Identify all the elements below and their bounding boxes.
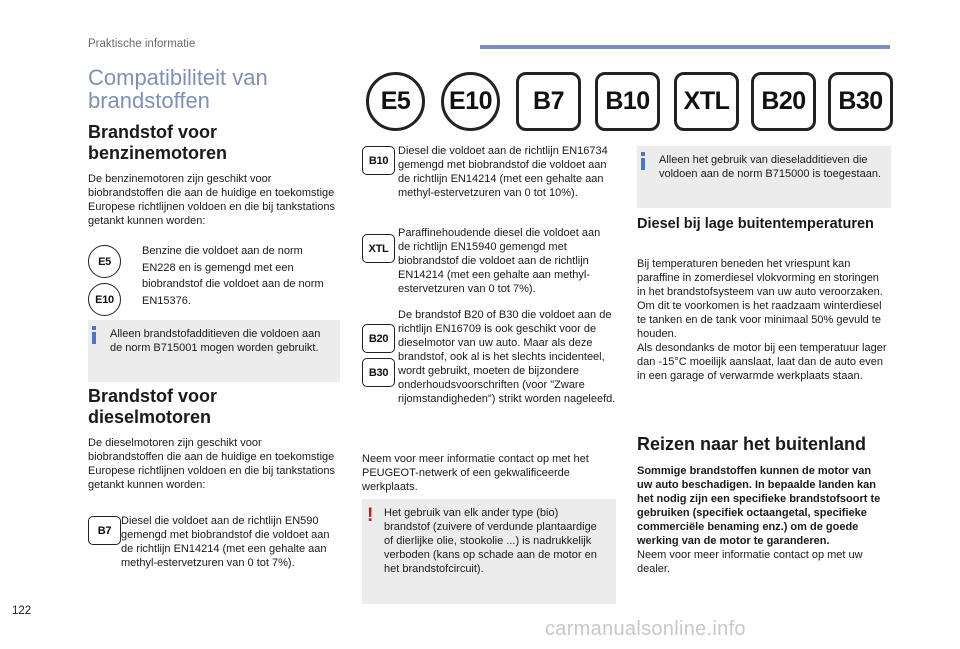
page-title: Compatibiliteit van brandstoffen	[88, 65, 268, 113]
badge-e5-small-icon: E5	[88, 245, 121, 278]
diesel-additive-text: Alleen het gebruik van dieseladditieven die voldoen aan de norm B715000 is toegestaan.	[659, 154, 881, 180]
xtl-description: Paraffinehoudende diesel die voldoet aan de richtlijn EN15940 gemengd met biobrandstof die voldoet aan de richtlijn EN14214 (met een gehalte aan methyl-estervetzuren van 0 tot 7%).	[398, 227, 601, 295]
b10-description: Diesel die voldoet aan de richtlijn EN16734 gemengd met biobrandstof die voldoet aan de richtlijn EN14214 (met een gehalte aan methyl-estervetzuren van 0 tot 10%).	[398, 145, 608, 199]
badge-b30-icon: B30	[828, 72, 893, 131]
warning-note	[362, 499, 616, 604]
abroad-text	[637, 464, 887, 576]
watermark: carmanualsonline.info	[545, 618, 746, 640]
petrol-info-text: Alleen brandstofadditieven die voldoen aan de norm B715001 mogen worden gebruikt.	[110, 328, 321, 354]
badge-e5-icon: E5	[366, 72, 425, 131]
info-icon	[92, 326, 96, 344]
cold-heading: Diesel bij lage buitentemperaturen	[637, 216, 874, 232]
info-icon	[641, 152, 645, 170]
cold-paragraph-1: Bij temperaturen beneden het vriespunt kan paraffine in zomerdiesel vlokvorming en storingen in het brandstofsysteem van uw auto veroorzaken. Om dit te voorkomen is het raadzaam winterdiesel te tanken en de tank voor minimaal 50% gevuld te houden.	[637, 258, 883, 340]
badge-b7-small-icon: B7	[88, 516, 121, 545]
header-accent-bar	[480, 45, 890, 49]
badge-e10-small-icon: E10	[88, 283, 121, 316]
warning-text: Het gebruik van elk ander type (bio) brandstof (zuivere of verdunde plantaardige of dierlijke olie, stookolie ...) is nadrukkelijk verboden (kans op schade aan de motor en het brandstofcircuit).	[384, 507, 597, 575]
badge-e10-icon: E10	[441, 72, 500, 131]
badge-b20-icon: B20	[751, 72, 816, 131]
abroad-bold-text: Sommige brandstoffen kunnen de motor van uw auto beschadigen. In bepaalde landen kan het nodig zijn een specifieke brandstofsoort te gebruiken (specifiek octaangetal, specifieke commerciële benaming enz.) om de goede werking van de motor te garanderen.	[637, 465, 881, 547]
warning-icon: !	[367, 505, 374, 526]
badge-xtl-small-icon: XTL	[362, 234, 395, 263]
badge-b10-icon: B10	[595, 72, 660, 131]
badge-b30-small-icon: B30	[362, 358, 395, 387]
petrol-description: Benzine die voldoet aan de norm EN228 en is gemengd met een biobrandstof die voldoet aan de norm EN15376.	[142, 245, 324, 307]
petrol-info-note	[88, 320, 340, 382]
b7-description: Diesel die voldoet aan de richtlijn EN590 gemengd met biobrandstof die voldoet aan de richtlijn EN14214 (met een gehalte aan methyl-estervetzuren van 0 tot 7%).	[121, 515, 330, 569]
page-number: 122	[12, 605, 32, 617]
petrol-intro: De benzinemotoren zijn geschikt voor biobrandstoffen die aan de huidige en toekomstige Europese richtlijnen voldoen en die bij tankstations getankt kunnen worden:	[88, 173, 336, 227]
more-info-text: Neem voor meer informatie contact op met het PEUGEOT-netwerk of een gekwalificeerde werkplaats.	[362, 453, 589, 493]
badge-xtl-icon: XTL	[674, 72, 739, 131]
badge-b20-small-icon: B20	[362, 324, 395, 353]
abroad-normal-text: Neem voor meer informatie contact op met uw dealer.	[637, 549, 863, 575]
badge-b10-small-icon: B10	[362, 146, 395, 175]
cold-paragraph-2: Als desondanks de motor bij een temperatuur lager dan -15°C moeilijk aanslaat, laat dan de auto even in een garage of verwarmde werkplaats staan.	[637, 342, 887, 382]
b20-b30-description: De brandstof B20 of B30 die voldoet aan de richtlijn EN16709 is ook geschikt voor de dieselmotor van uw auto. Maar als deze brandstof, ook al is het slechts incidenteel, wordt gebruikt, moeten de bijzondere onderhoudsvoorschriften (voor "Zware rijomstandigheden") strikt worden nageleefd.	[398, 309, 616, 405]
section-label: Praktische informatie	[88, 38, 196, 50]
diesel-additive-note	[637, 146, 891, 208]
diesel-heading: Brandstof voor dieselmotoren	[88, 386, 218, 427]
diesel-intro: De dieselmotoren zijn geschikt voor biobrandstoffen die aan de huidige en toekomstige Europese richtlijnen voldoen en die bij tankstations getankt kunnen worden:	[88, 437, 336, 491]
badge-b7-icon: B7	[516, 72, 581, 131]
petrol-heading: Brandstof voor benzinemotoren	[88, 122, 228, 163]
abroad-heading: Reizen naar het buitenland	[637, 434, 867, 454]
